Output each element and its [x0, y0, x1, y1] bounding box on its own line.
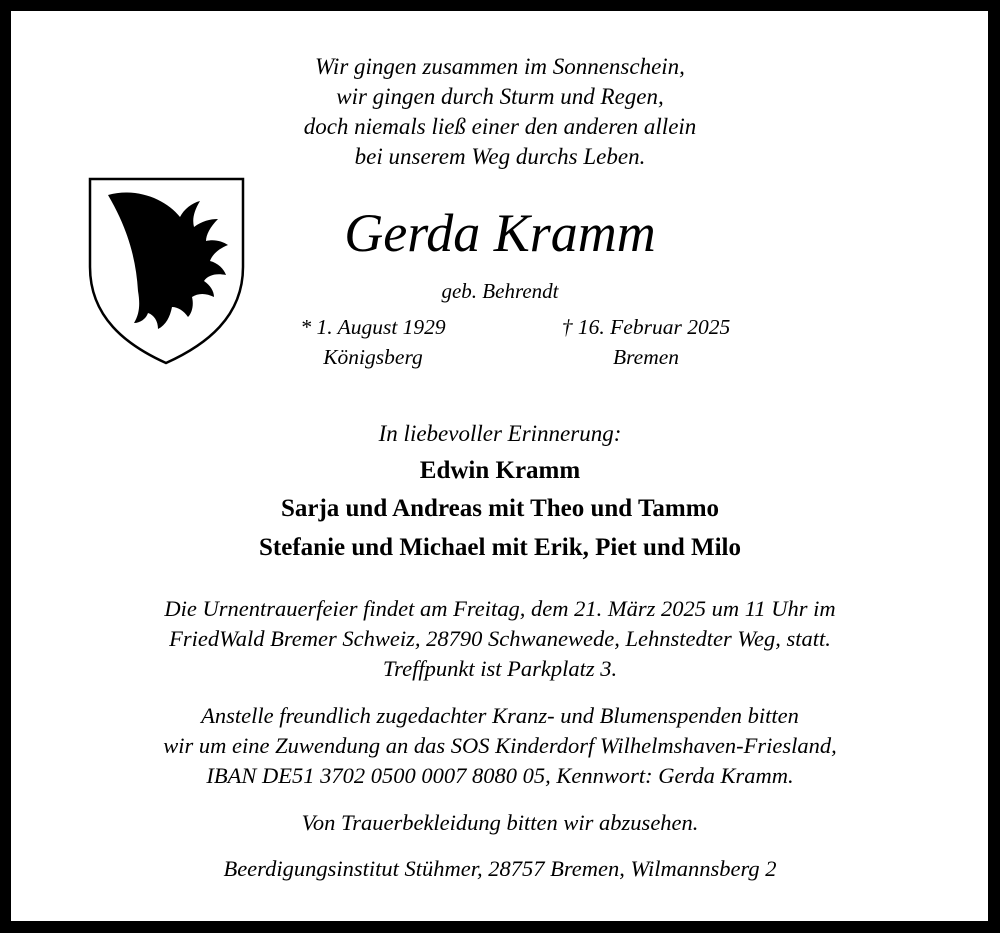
ceremony-line-1: Die Urnentrauerfeier findet am Freitag, dem 21. März 2025 um 11 Uhr im [164, 596, 836, 621]
donation-line-1: Anstelle freundlich zugedachter Kranz- und Blumenspenden bitten [201, 703, 799, 728]
mourner-name: Sarja und Andreas mit Theo und Tammo [280, 495, 720, 522]
poem-line-3: doch niemals ließ einer den anderen allein [303, 114, 697, 139]
death-date: † 16. Februar 2025 [561, 315, 731, 339]
poem-line-2: wir gingen durch Sturm und Regen, [336, 84, 664, 109]
donation-line-2: wir um eine Zuwendung an das SOS Kinderdorf Wilhelmshaven-Friesland, [163, 733, 837, 758]
dress-note: Von Trauerbekleidung bitten wir abzusehen. [301, 810, 699, 835]
maiden-name: geb. Behrendt [441, 279, 559, 303]
poem-line-4: bei unserem Weg durchs Leben. [354, 144, 646, 169]
birth-date: * 1. August 1929 [300, 315, 446, 339]
ceremony-line-2: FriedWald Bremer Schweiz, 28790 Schwanewede, Lehnstedter Weg, statt. [169, 626, 831, 651]
ceremony-line-3: Treffpunkt ist Parkplatz 3. [382, 656, 618, 681]
birth-place: Königsberg [323, 345, 423, 369]
mourner-name: Stefanie und Michael mit Erik, Piet und Milo [259, 534, 741, 561]
mourner-name: Edwin Kramm [419, 457, 581, 484]
remembrance-intro: In liebevoller Erinnerung: [378, 421, 622, 446]
poem-line-1: Wir gingen zusammen im Sonnenschein, [315, 54, 685, 79]
death-place: Bremen [612, 345, 680, 369]
donation-line-3: IBAN DE51 3702 0500 0007 8080 05, Kennwort: Gerda Kramm. [206, 763, 794, 788]
funeral-home: Beerdigungsinstitut Stühmer, 28757 Bremen, Wilmannsberg 2 [223, 856, 777, 881]
deceased-name: Gerda Kramm [344, 203, 656, 263]
